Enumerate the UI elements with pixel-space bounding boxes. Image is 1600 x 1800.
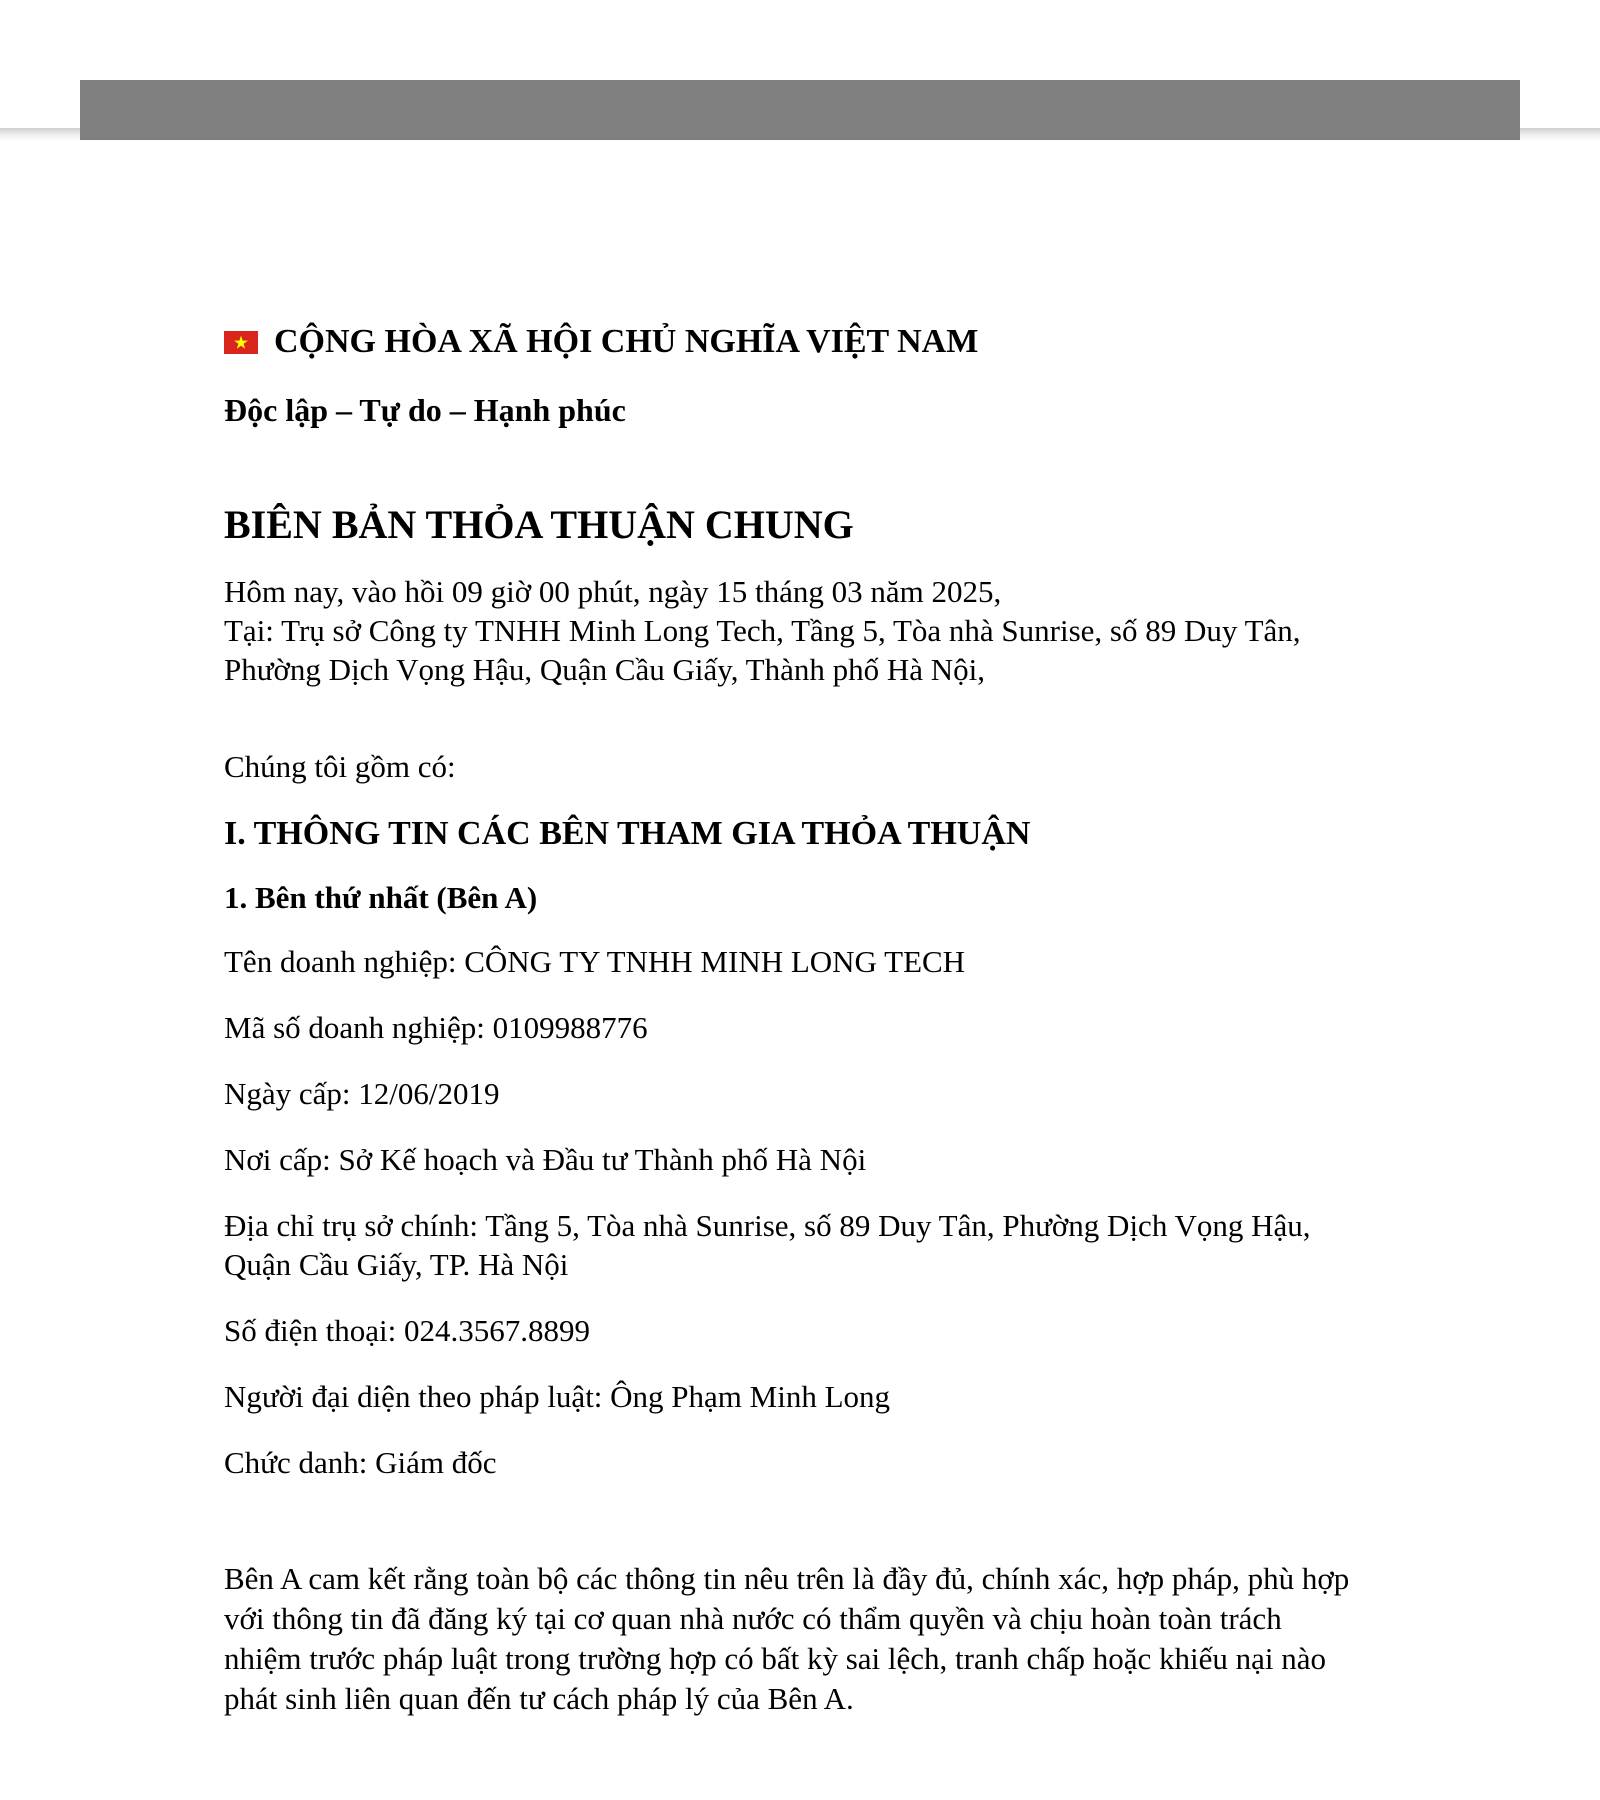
intro-block — [224, 572, 1364, 689]
intro-location: Tại: Trụ sở Công ty TNHH Minh Long Tech, Tầng 5, Tòa nhà Sunrise, số 89 Duy Tân, Phường Dịch Vọng Hậu, Quận Cầu Giấy, Thành phố Hà Nội, — [224, 613, 1301, 687]
document-toolbar — [80, 80, 1520, 140]
document-page — [224, 320, 1364, 1719]
party-a-tax-code: Mã số doanh nghiệp: 0109988776 — [224, 1010, 648, 1045]
national-motto: Độc lập – Tự do – Hạnh phúc — [224, 392, 626, 428]
intro-datetime: Hôm nay, vào hồi 09 giờ 00 phút, ngày 15 tháng 03 năm 2025, — [224, 574, 1002, 609]
party-a-issue-date: Ngày cấp: 12/06/2019 — [224, 1076, 500, 1111]
party-a-company-name: Tên doanh nghiệp: CÔNG TY TNHH MINH LONG TECH — [224, 944, 966, 979]
party-a-representative: Người đại diện theo pháp luật: Ông Phạm Minh Long — [224, 1379, 891, 1414]
parties-intro: Chúng tôi gồm có: — [224, 749, 456, 784]
party-a-phone: Số điện thoại: 024.3567.8899 — [224, 1313, 590, 1348]
section-1-heading: I. THÔNG TIN CÁC BÊN THAM GIA THỎA THUẬN — [224, 815, 1031, 852]
national-header — [224, 320, 1364, 364]
vietnam-flag-icon — [224, 331, 258, 354]
national-title: CỘNG HÒA XÃ HỘI CHỦ NGHĨA VIỆT NAM — [274, 323, 979, 360]
party-a-address: Địa chỉ trụ sở chính: Tầng 5, Tòa nhà Sunrise, số 89 Duy Tân, Phường Dịch Vọng Hậu, Quận Cầu Giấy, TP. Hà Nội — [224, 1208, 1311, 1282]
document-title: BIÊN BẢN THỎA THUẬN CHUNG — [224, 502, 854, 547]
party-a-commitment: Bên A cam kết rằng toàn bộ các thông tin nêu trên là đầy đủ, chính xác, hợp pháp, phù hợp với thông tin đã đăng ký tại cơ quan nhà nước có thẩm quyền và chịu hoàn toàn trách nhiệm trước pháp luật trong trường hợp có bất kỳ sai lệch, tranh chấp hoặc khiếu nại nào phát sinh liên quan đến tư cách pháp lý của Bên A. — [224, 1561, 1350, 1716]
party-a-issue-place: Nơi cấp: Sở Kế hoạch và Đầu tư Thành phố Hà Nội — [224, 1142, 867, 1177]
party-a-position: Chức danh: Giám đốc — [224, 1445, 497, 1480]
party-a-heading: 1. Bên thứ nhất (Bên A) — [224, 880, 538, 915]
